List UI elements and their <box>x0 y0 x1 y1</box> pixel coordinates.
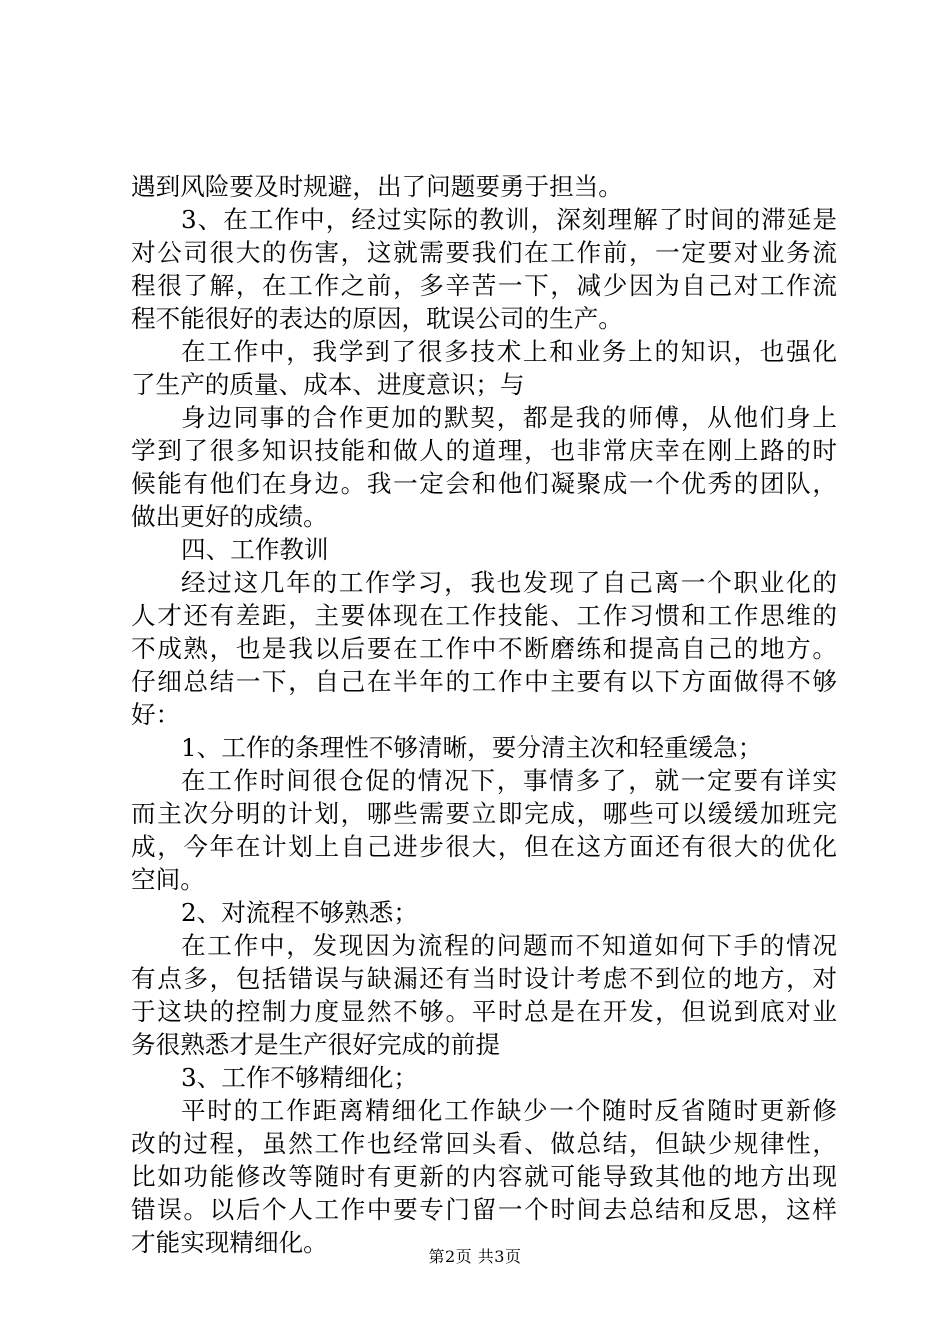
list-item-heading: 2、对流程不够熟悉； <box>181 898 418 927</box>
text-line: 程不能很好的表达的原因，耽误公司的生产。 <box>131 304 623 333</box>
text-line: 才能实现精细化。 <box>131 1228 328 1257</box>
text-line: 3、在工作中，经过实际的教训，深刻理解了时间的滞延是 <box>181 205 837 234</box>
text-line: 不成熟，也是我以后要在工作中不断磨练和提高自己的地方。 <box>131 634 837 663</box>
text-line: 人才还有差距，主要体现在工作技能、工作习惯和工作思维的 <box>131 601 837 630</box>
text-line: 于这块的控制力度显然不够。平时总是在开发，但说到底对业 <box>131 997 837 1026</box>
text-line: 对公司很大的伤害，这就需要我们在工作前，一定要对业务流 <box>131 238 837 267</box>
text-line: 了生产的质量、成本、进度意识；与 <box>131 370 525 399</box>
text-line: 仔细总结一下，自己在半年的工作中主要有以下方面做得不够 <box>131 667 837 696</box>
text-line: 空间。 <box>131 865 205 894</box>
text-line: 错误。以后个人工作中要专门留一个时间去总结和反思，这样 <box>131 1195 837 1224</box>
list-item-heading: 3、工作不够精细化； <box>181 1063 418 1092</box>
text-line: 候能有他们在身边。我一定会和他们凝聚成一个优秀的团队， <box>131 469 837 498</box>
text-line: 务很熟悉才是生产很好完成的前提 <box>131 1030 500 1059</box>
text-line: 改的过程，虽然工作也经常回头看、做总结，但缺少规律性， <box>131 1129 837 1158</box>
section-heading: 四、工作教训 <box>181 535 329 564</box>
text-line: 遇到风险要及时规避，出了问题要勇于担当。 <box>131 172 623 201</box>
text-line: 学到了很多知识技能和做人的道理，也非常庆幸在刚上路的时 <box>131 436 837 465</box>
text-line: 在工作时间很仓促的情况下，事情多了，就一定要有详实 <box>181 766 837 795</box>
text-line: 而主次分明的计划，哪些需要立即完成，哪些可以缓缓加班完 <box>131 799 837 828</box>
text-line: 在工作中，发现因为流程的问题而不知道如何下手的情况 <box>181 931 837 960</box>
text-line: 经过这几年的工作学习，我也发现了自己离一个职业化的 <box>181 568 837 597</box>
text-line: 成，今年在计划上自己进步很大，但在这方面还有很大的优化 <box>131 832 837 861</box>
text-line: 好： <box>131 700 181 729</box>
document-body <box>131 170 837 1259</box>
text-line: 有点多，包括错误与缺漏还有当时设计考虑不到位的地方，对 <box>131 964 837 993</box>
list-item-heading: 1、工作的条理性不够清晰，要分清主次和轻重缓急； <box>181 733 763 762</box>
text-line: 平时的工作距离精细化工作缺少一个随时反省随时更新修 <box>181 1096 837 1125</box>
text-line: 做出更好的成绩。 <box>131 502 328 531</box>
text-line: 在工作中，我学到了很多技术上和业务上的知识，也强化 <box>181 337 837 366</box>
text-line: 身边同事的合作更加的默契，都是我的师傅，从他们身上 <box>181 403 837 432</box>
text-line: 程很了解，在工作之前，多辛苦一下，减少因为自己对工作流 <box>131 271 837 300</box>
text-line: 比如功能修改等随时有更新的内容就可能导致其他的地方出现 <box>131 1162 837 1191</box>
page-number-footer: 第2页 共3页 <box>428 1247 522 1266</box>
